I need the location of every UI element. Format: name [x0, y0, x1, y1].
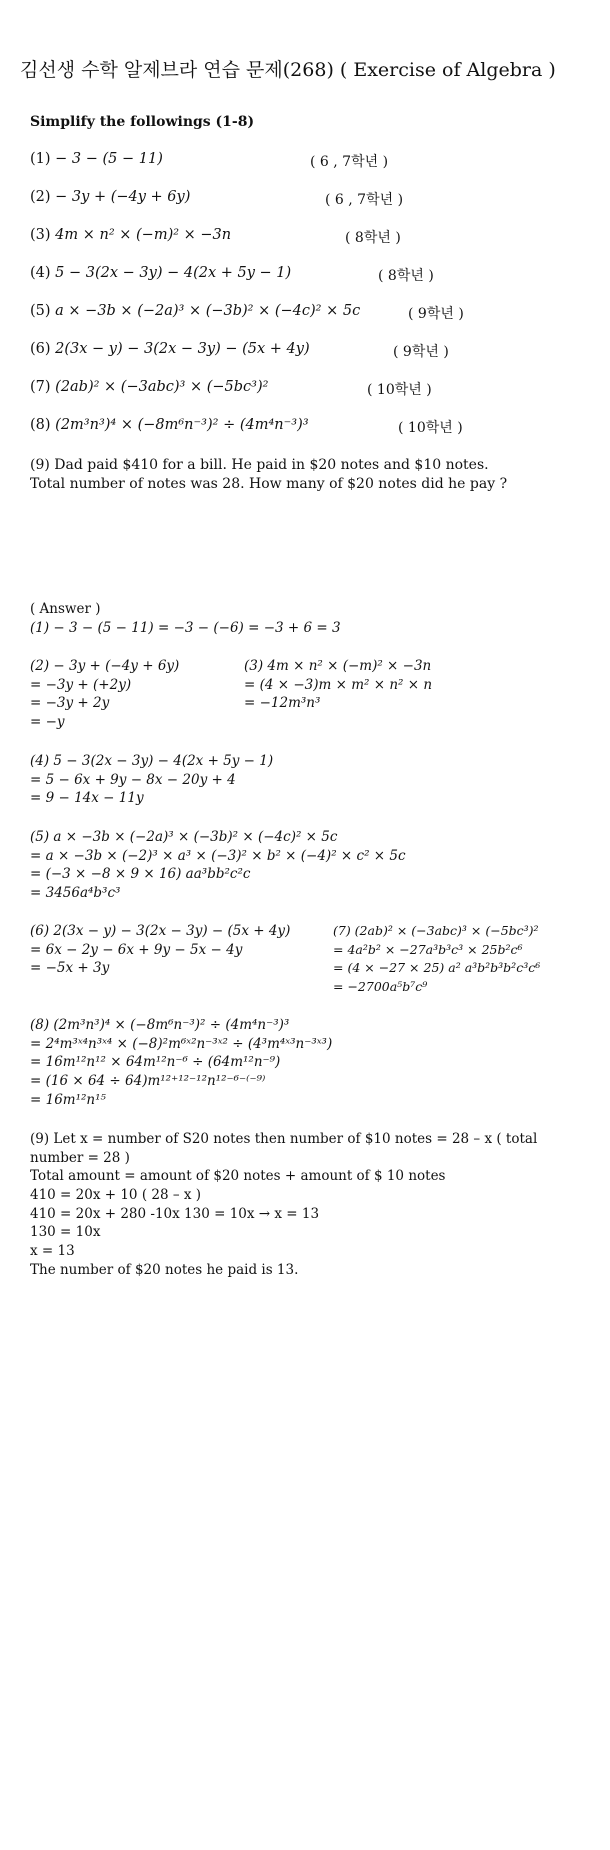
answer-line: = −3y + 2y [30, 695, 110, 712]
answer-line: = (4 × −27 × 25) a² a³b²b³b²c³c⁶ [333, 960, 541, 976]
problem-8 [30, 417, 309, 433]
answer-line: = (16 × 64 ÷ 64)m¹²⁺¹²⁻¹²n¹²⁻⁶⁻⁽⁻⁹⁾ [30, 1073, 266, 1090]
answer-1 [30, 619, 341, 638]
problem-4 [30, 265, 291, 281]
problem-expression: 4m × n² × (−m)² × −3n [55, 227, 232, 243]
answer-line: = −y [30, 714, 65, 731]
problem-grade: ( 6 , 7학년 ) [325, 192, 404, 208]
answer-line: = a × −3b × (−2)³ × a³ × (−3)² × b² × (−4)² × c² × 5c [30, 847, 406, 864]
problem-grade: ( 9학년 ) [408, 306, 464, 322]
answer-9 [30, 1130, 537, 1280]
problem-label: (8) [30, 417, 51, 433]
answer-line: = −3y + (+2y) [30, 676, 132, 693]
answer-line: = 16m¹²n¹² × 64m¹²n⁻⁶ ÷ (64m¹²n⁻⁹) [30, 1054, 281, 1071]
answer-line: = (−3 × −8 × 9 × 16) aa³bb²c²c [30, 866, 251, 883]
problem-label: (7) [30, 379, 51, 395]
problem-expression: (2ab)² × (−3abc)³ × (−5bc³)² [55, 379, 269, 395]
answer-line: (2) − 3y + (−4y + 6y) [30, 658, 180, 674]
problem-label: (2) [30, 189, 51, 205]
problem-label: (1) [30, 151, 51, 167]
answer-line: = 9 − 14x − 11y [30, 790, 144, 807]
problem-5 [30, 303, 360, 319]
answer-line: (8) (2m³n³)⁴ × (−8m⁶n⁻³)² ÷ (4m⁴n⁻³)³ [30, 1017, 290, 1033]
problem-1 [30, 151, 163, 167]
answer-line: (1) − 3 − (5 − 11) = −3 − (−6) = −3 + 6 = 3 [30, 620, 341, 636]
answer-line: = −5x + 3y [30, 960, 110, 977]
problem-grade: ( 8학년 ) [378, 268, 434, 284]
answer-line: x = 13 [30, 1243, 75, 1260]
answer-4 [30, 752, 273, 808]
instructions: Simplify the followings (1-8) [30, 114, 255, 130]
answer-line: = 16m¹²n¹⁵ [30, 1091, 106, 1108]
answer-5 [30, 828, 406, 903]
problem-label: (4) [30, 265, 51, 281]
problem-grade: ( 6 , 7학년 ) [310, 154, 389, 170]
problem-6 [30, 341, 310, 357]
answer-line: = 6x − 2y − 6x + 9y − 5x − 4y [30, 941, 243, 958]
answer-line: = 4a²b² × −27a³b³c³ × 25b²c⁶ [333, 941, 523, 957]
problem-expression: 5 − 3(2x − 3y) − 4(2x + 5y − 1) [55, 265, 292, 281]
answer-7 [333, 922, 540, 997]
answer-line: 130 = 10x [30, 1224, 101, 1241]
problem-grade: ( 8학년 ) [345, 230, 401, 246]
word-problem-line: (9) Dad paid $410 for a bill. He paid in $20 notes and $10 notes. [30, 457, 489, 473]
problem-expression: − 3y + (−4y + 6y) [55, 189, 191, 205]
word-problem [30, 456, 550, 494]
answer-line: (3) 4m × n² × (−m)² × −3n [244, 658, 432, 674]
answer-line: (4) 5 − 3(2x − 3y) − 4(2x + 5y − 1) [30, 753, 274, 769]
problem-grade: ( 9학년 ) [393, 344, 449, 360]
answer-line: = 5 − 6x + 9y − 8x − 20y + 4 [30, 771, 236, 788]
answer-line: = (4 × −3)m × m² × n² × n [244, 676, 433, 693]
problem-label: (3) [30, 227, 51, 243]
answer-heading: ( Answer ) [30, 601, 101, 617]
problem-expression: 2(3x − y) − 3(2x − 3y) − (5x + 4y) [55, 341, 310, 357]
problem-expression: a × −3b × (−2a)³ × (−3b)² × (−4c)² × 5c [55, 303, 361, 319]
answer-6 [30, 922, 290, 978]
problem-expression: (2m³n³)⁴ × (−8m⁶n⁻³)² ÷ (4m⁴n⁻³)³ [55, 417, 309, 433]
answer-line: 410 = 20x + 280 -10x 130 = 10x → x = 13 [30, 1205, 320, 1222]
answer-line: (7) (2ab)² × (−3abc)³ × (−5bc³)² [333, 923, 539, 938]
answer-2 [30, 657, 179, 732]
answer-line: Total amount = amount of $20 notes + amount of $ 10 notes [30, 1168, 446, 1185]
problem-3 [30, 227, 231, 243]
problem-label: (6) [30, 341, 51, 357]
answer-line: = 2⁴m³ˣ⁴n³ˣ⁴ × (−8)²m⁶ˣ²n⁻³ˣ² ÷ (4³m⁴ˣ³n⁻³ˣ³) [30, 1035, 333, 1052]
word-problem-line: Total number of notes was 28. How many of $20 notes did he pay ? [30, 476, 508, 492]
answer-line: 410 = 20x + 10 ( 28 – x ) [30, 1187, 202, 1204]
problem-label: (5) [30, 303, 51, 319]
answer-line: = −2700a⁵b⁷c⁹ [333, 979, 428, 995]
answer-line: number = 28 ) [30, 1149, 130, 1166]
problem-7 [30, 379, 268, 395]
problem-expression: − 3 − (5 − 11) [55, 151, 163, 167]
answer-3 [244, 657, 432, 713]
answer-line: (9) Let x = number of S20 notes then number of $10 notes = 28 – x ( total [30, 1131, 538, 1147]
problem-grade: ( 10학년 ) [367, 382, 432, 398]
answer-line: = 3456a⁴b³c³ [30, 885, 121, 902]
problem-grade: ( 10학년 ) [398, 420, 463, 436]
page-title: 김선생 수학 알제브라 연습 문제(268) ( Exercise of Algebra ) [20, 59, 556, 81]
answer-8 [30, 1016, 332, 1109]
answer-line: (5) a × −3b × (−2a)³ × (−3b)² × (−4c)² × 5c [30, 829, 338, 845]
answer-line: The number of $20 notes he paid is 13. [30, 1261, 299, 1278]
answer-line: = −12m³n³ [244, 695, 321, 712]
answer-line: (6) 2(3x − y) − 3(2x − 3y) − (5x + 4y) [30, 923, 291, 939]
problem-2 [30, 189, 190, 205]
